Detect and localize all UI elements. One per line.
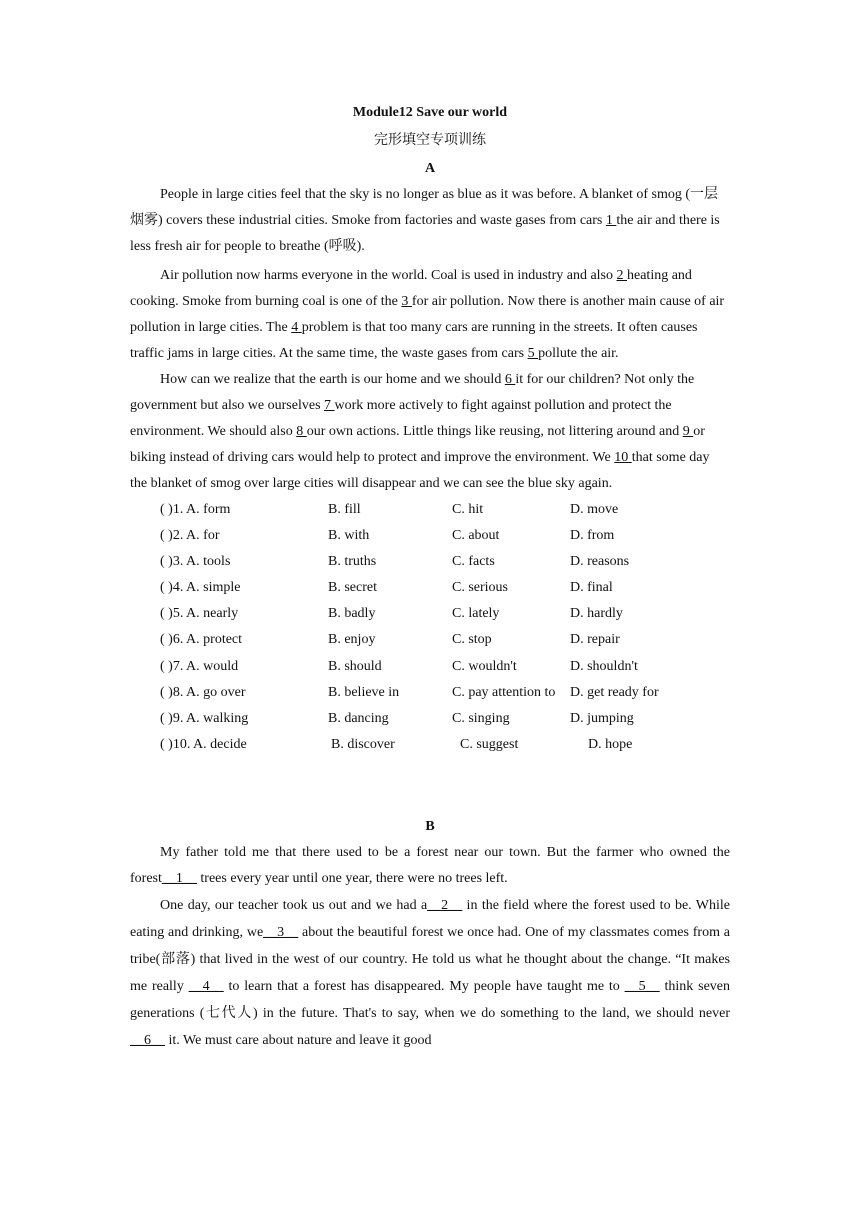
option-d: D. hope <box>588 736 633 752</box>
blank-3: 3 <box>401 294 412 309</box>
section-a-label: A <box>424 161 436 176</box>
text-run: it. We must care about nature and leave it good <box>165 1032 432 1048</box>
question-row <box>160 680 730 706</box>
text-run: heating and cooking. Smoke from burning coal is one of the <box>130 268 692 309</box>
option-c: C. serious <box>452 580 508 596</box>
option-b: B. secret <box>328 580 377 596</box>
blank-6: 6 <box>504 372 516 387</box>
option-c: C. about <box>452 528 500 544</box>
text-run: work more actively to fight against pollution and protect the environment. We should also <box>130 398 672 439</box>
text-run: think seven generations (七代人) in the future. That's to say, when we do something to the land, we should never <box>130 978 731 1021</box>
option-d: D. final <box>570 580 613 596</box>
text-run: the air and there is less fresh air for people to breathe (呼吸). <box>130 213 720 254</box>
blank-5: __5__ <box>624 978 660 994</box>
question-options-list <box>160 497 730 758</box>
question-row <box>160 732 730 758</box>
text-run: in the field where the forest used to be. While eating and drinking, we <box>130 897 730 940</box>
question-row <box>160 549 730 575</box>
option-c: C. suggest <box>460 736 519 752</box>
option-b: B. believe in <box>328 684 400 700</box>
section-b-paragraph-2 <box>130 892 730 1054</box>
option-c: C. wouldn't <box>452 658 517 674</box>
text-run: How can we realize that the earth is our home and we should <box>160 372 505 387</box>
document-content <box>130 104 730 1054</box>
question-row <box>160 497 730 523</box>
option-b: B. with <box>328 528 370 544</box>
blank-2: 2 <box>616 268 627 283</box>
question-number-option-a: ( )6. A. protect <box>160 632 243 648</box>
blank-9: 9 <box>682 424 694 439</box>
section-a-paragraph-2 <box>130 263 730 367</box>
blank-10: 10 <box>614 450 632 465</box>
question-number-option-a: ( )1. A. form <box>160 502 231 517</box>
option-c: C. lately <box>452 606 500 622</box>
question-number-option-a: ( )9. A. walking <box>160 710 249 726</box>
question-row <box>160 575 730 601</box>
blank-1: 1 <box>605 213 617 228</box>
option-c: C. pay attention to <box>452 684 556 700</box>
question-number-option-a: ( )4. A. simple <box>160 580 241 596</box>
blank-2: __2__ <box>427 897 463 913</box>
text-run: One day, our teacher took us out and we had a <box>160 897 428 913</box>
option-d: D. move <box>570 502 619 517</box>
text-run: our own actions. Little things like reusing, not littering around and <box>306 424 683 439</box>
blank-6: __6__ <box>130 1032 165 1048</box>
text-run: Air pollution now harms everyone in the world. Coal is used in industry and also <box>160 268 617 283</box>
blank-7: 7 <box>324 398 335 413</box>
question-row <box>160 706 730 732</box>
blank-4: __4__ <box>188 978 224 994</box>
option-d: D. from <box>570 528 615 544</box>
option-b: B. truths <box>328 554 377 570</box>
blank-5: 5 <box>527 346 539 361</box>
text-run: for air pollution. Now there is another main cause of air pollution in large cities. The <box>130 294 725 335</box>
question-row <box>160 523 730 549</box>
question-row <box>160 627 730 653</box>
question-number-option-a: ( )3. A. tools <box>160 554 231 570</box>
blank-8: 8 <box>296 424 307 439</box>
question-number-option-a: ( )5. A. nearly <box>160 606 239 622</box>
option-b: B. enjoy <box>328 632 376 648</box>
option-b: B. dancing <box>328 710 389 726</box>
text-run: it for our children? Not only the government but also we ourselves <box>130 372 695 413</box>
blank-3: __3__ <box>263 924 299 940</box>
section-a-paragraph-3 <box>130 367 730 497</box>
option-d: D. repair <box>570 632 620 648</box>
option-c: C. hit <box>452 502 484 517</box>
text-run: or biking instead of driving cars would help to protect and improve the environment. We <box>130 424 705 465</box>
question-number-option-a: ( )8. A. go over <box>160 684 246 700</box>
section-a-paragraph-1 <box>130 182 730 260</box>
option-c: C. stop <box>452 632 492 648</box>
blank-1: __1__ <box>161 870 197 886</box>
option-b: B. should <box>328 658 382 674</box>
option-d: D. shouldn't <box>570 658 638 674</box>
text-run: pollute the air. <box>538 346 619 361</box>
text-run: to learn that a forest has disappeared. My people have taught me to <box>223 978 625 994</box>
option-c: C. facts <box>452 554 495 570</box>
option-b: B. badly <box>328 606 376 622</box>
question-number-option-a: ( )7. A. would <box>160 658 239 674</box>
option-d: D. jumping <box>570 710 634 726</box>
question-row <box>160 601 730 627</box>
page-subtitle: 完形填空专项训练 <box>374 133 486 148</box>
text-run: problem is that too many cars are running in the streets. It often causes traffic jams in large cities. At the same time, the waste gases from cars <box>130 320 698 361</box>
option-d: D. get ready for <box>570 684 659 700</box>
text-run: My father told me that there used to be a forest near our town. But the farmer who owned the forest <box>130 844 730 886</box>
blank-4: 4 <box>291 320 302 335</box>
text-run: trees every year until one year, there were no trees left. <box>196 870 508 886</box>
text-run: People in large cities feel that the sky is no longer as blue as it was before. A blanket of smog (一层烟雾) covers these industrial cities. Smoke from factories and waste gases from cars <box>130 187 719 228</box>
section-b-paragraph-1 <box>130 840 730 892</box>
option-d: D. reasons <box>570 554 630 570</box>
option-d: D. hardly <box>570 606 623 622</box>
question-number-option-a: ( )10. A. decide <box>160 736 247 752</box>
option-c: C. singing <box>452 710 510 726</box>
question-row <box>160 654 730 680</box>
text-run: that some day the blanket of smog over large cities will disappear and we can see the blue sky again. <box>130 450 710 491</box>
text-run: about the beautiful forest we once had. One of my classmates comes from a tribe(部落) that lived in the west of our country. He told us what he thought about the change. “It makes me really <box>130 924 730 994</box>
section-b-label: B <box>425 818 435 834</box>
question-number-option-a: ( )2. A. for <box>160 528 220 544</box>
page-title: Module12 Save our world <box>352 105 508 120</box>
option-b: B. fill <box>328 502 361 517</box>
option-b: B. discover <box>331 736 395 752</box>
